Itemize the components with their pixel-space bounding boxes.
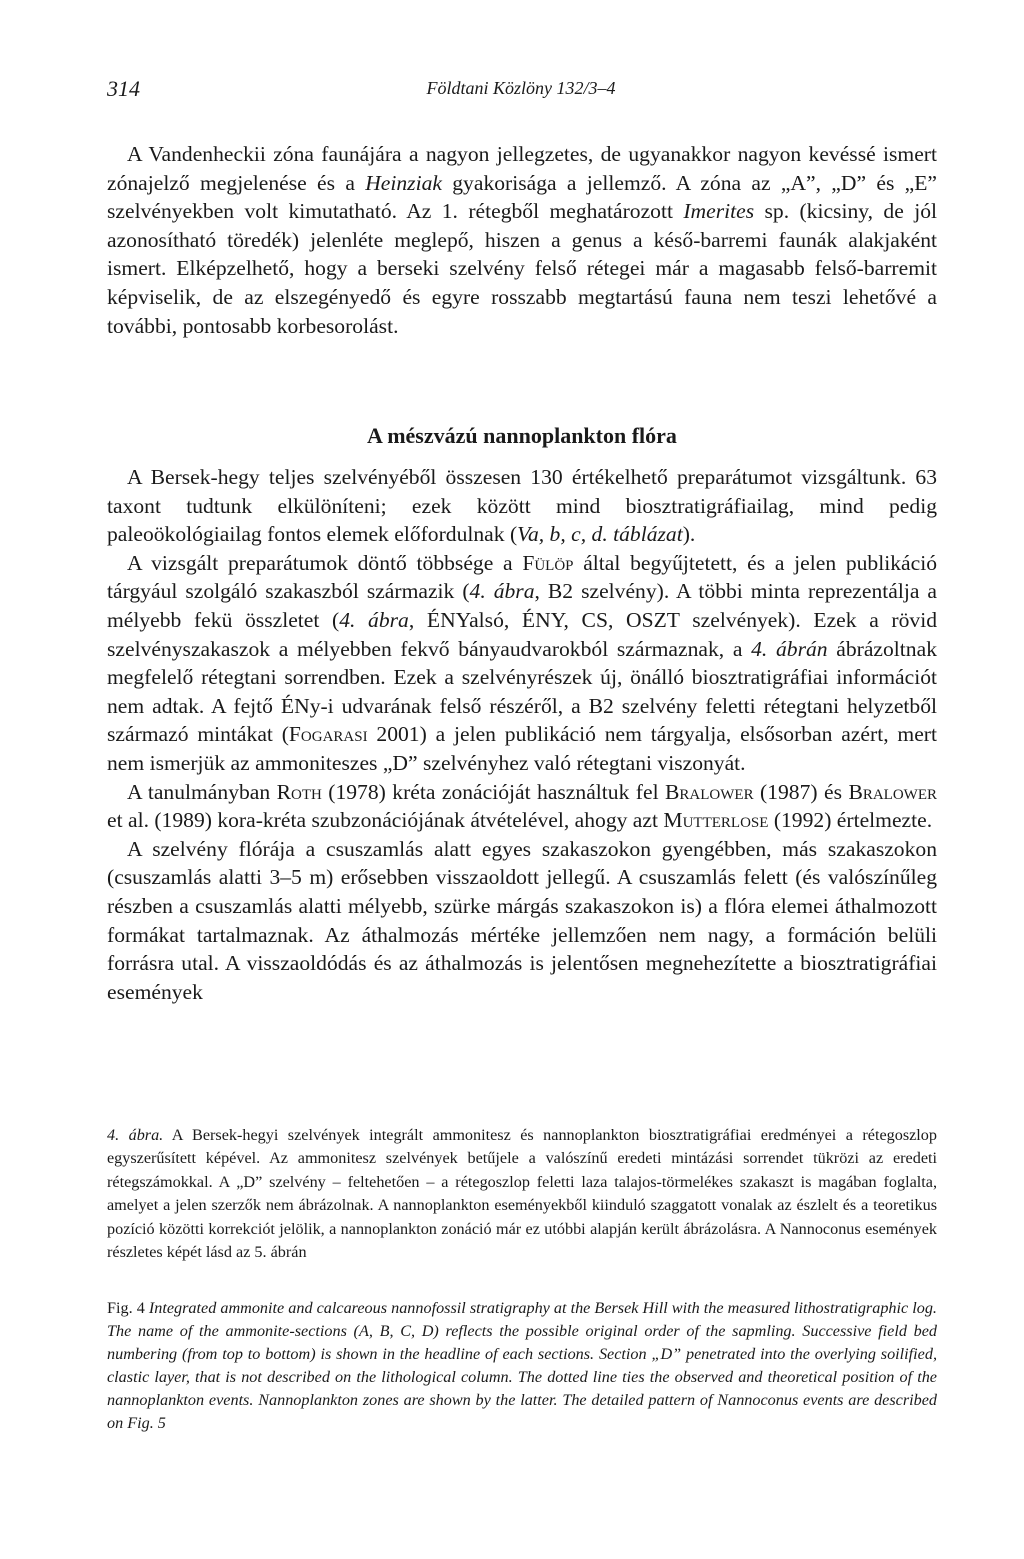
caption-text: Integrated ammonite and calcareous nannofossil stratigraphy at the Bersek Hill with the measured lithostratigraphic log. The name of the ammonite-sections (A, B, C, D) reflects the possible original order of the sapmling. Successive field bed numbering (from top to bottom) is shown in the headline of each sections. Section „D” penetrated into the overlying soilified, clastic layer, that is not described on the lithological column. The dotted line ties the observed and theoretical position of the nannoplankton events. Nannoplankton zones are shown by the latter. The detailed pattern of Nannoconus events are described on Fig. 5 <box>107 1299 937 1432</box>
author-bralower: Bralower <box>665 779 754 804</box>
body-text-nannoplankton <box>107 463 937 1006</box>
caption-label: Fig. 4 <box>107 1299 145 1317</box>
author-bralower: Bralower <box>848 779 937 804</box>
figure-caption-hungarian <box>107 1124 937 1264</box>
paragraph-preparations: A vizsgált preparátumok döntő többsége a Fülöp által begyűjtetett, és a jelen publikáció tárgyául szolgáló szakaszból származik (4. ábra, B2 szelvény). A többi minta reprezentálja a mélyebb fekü összletet (4. ábra, ÉNYalsó, ÉNY, CS, OSZT szelvények). Ezek a rövid szelvényszakaszok a mélyebben fekvő bányaudvarokból származnak, a 4. ábrán ábrázoltnak megfelelő rétegtani sorrendben. Ezek a szelvényrészek új, önálló biosztratigráfiai információt nem adtak. A fejtő ÉNy-i udvarának felső részéről, a B2 szelvény feletti rétegtani helyzetből származó mintákat (Fogarasi 2001) a jelen publikáció nem tárgyalja, elsősorban azért, mert nem ismerjük az ammoniteszes „D” szelvényhez való rétegtani viszonyát. <box>107 550 938 775</box>
paragraph-flora: A szelvény flórája a csuszamlás alatt egyes szakaszokon gyengébben, más szakaszokon (csuszamlás alatti 3–5 m) erősebben visszaoldott jellegű. A csuszamlás felett (és valószínűleg részben a csuszamlás alatti mélyebb, szürke márgás szakaszokon is) a flóra elemei áthalmozott formákat tartalmaznak. Az áthalmozás mértéke jellemzően nem nagy, a formáción belüli forrásra utal. A visszaoldódás és az áthalmozás is jelentősen megnehezítette a biosztratigráfiai események <box>107 836 937 1004</box>
author-mutterlose: Mutterlose <box>663 808 769 833</box>
author-roth: Roth <box>276 779 322 804</box>
figure-reference: 4. ábra <box>469 579 535 604</box>
taxon-heinziak: Heinziak <box>365 170 442 195</box>
paragraph-vandenheckii: A Vandenheckii zóna faunájára a nagyon jellegzetes, de ugyanakkor nagyon kevéssé ismert zónajelző megjelenése és a Heinziak gyakorisága a jellemző. A zóna az „A”, „D” és „E” szelvényekben volt kimutatható. Az 1. rétegből meghatározott Imerites sp. (kicsiny, de jól azonosítható töredék) jelenléte meglepő, hiszen a genus a késő-barremi faunák alakjaként ismert. Elképzelhető, hogy a berseki szelvény felső rétegei már a magasabb felső-barremit képviselik, de az elszegényedő és egyre rosszabb megtartású fauna nem teszi lehetővé a további, pontosabb korbesorolást. <box>107 142 937 338</box>
body-text-top <box>107 140 937 340</box>
author-fulop: Fülöp <box>522 550 574 575</box>
caption-text: A Bersek-hegyi szelvények integrált ammonitesz és nannoplankton biosztratigráfiai eredményei a rétegoszlop egyszerűsített képével. Az ammonitesz szelvények betűjele a valószínű eredeti mintázási sorrendet tükrözi az eredeti rétegszámokkal. A „D” szelvény – feltehetően – a rétegoszlop feletti laza talajos-törmelékes szakaszt is magában foglalta, amelyet a jelen szerzők nem ábrázolnak. A nannoplankton eseményekből kiinduló szaggatott vonalak az észlelt és a teoretikus pozíció közötti korrekciót jelölik, a nannoplankton zonáció már ez utóbbi alapján került ábrázolásra. A Nannoconus események részletes képét lásd az 5. ábrán <box>107 1126 937 1262</box>
author-fogarasi: Fogarasi <box>288 722 368 747</box>
journal-title: Földtani Közlöny 132/3–4 <box>426 78 616 98</box>
caption-label: 4. ábra. <box>107 1126 164 1144</box>
running-header <box>107 76 935 106</box>
paragraph-zonation: A tanulmányban Roth (1978) kréta zonációját használtuk fel Bralower (1987) és Bralower et al. (1989) kora-kréta szubzonációjának átvételével, ahogy azt Mutterlose (1992) értelmezte. <box>107 779 937 833</box>
figure-reference: 4. ábra <box>339 607 409 632</box>
table-reference: Va, b, c, d. táblázat <box>517 522 683 547</box>
taxon-imerites: Imerites <box>683 199 755 224</box>
page-number: 314 <box>107 76 140 101</box>
figure-reference: 4. ábrán <box>751 636 828 661</box>
paragraph-samples: A Bersek-hegy teljes szelvényéből összesen 130 értékelhető preparátumot vizsgáltunk. 63 taxont tudtunk elkülöníteni; ezek között mind biosztratigráfiailag, mind pedig paleoökológiailag fontos elemek előfordulnak (Va, b, c, d. táblázat). <box>107 465 937 547</box>
section-heading: A mészvázú nannoplankton flóra <box>367 423 677 448</box>
figure-caption-english <box>107 1297 937 1435</box>
